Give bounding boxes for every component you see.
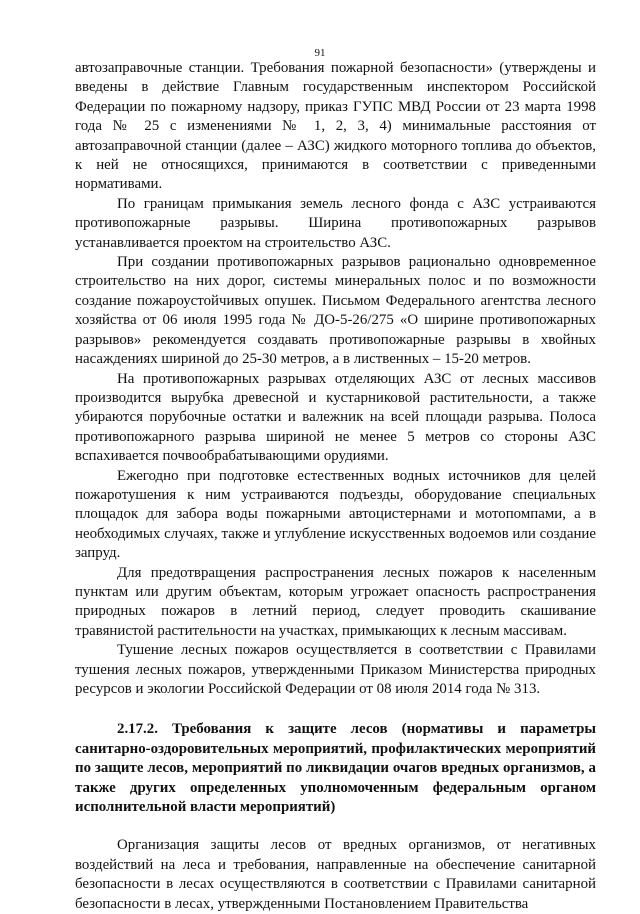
paragraph-azs-boundaries: По границам примыкания земель лесного фонда с АЗС устраиваются противопожарные разрывы. Ширина противопожарных разрывов устанавливается проектом на строительство АЗС.	[75, 195, 596, 251]
paragraph-continuation: автозаправочные станции. Требования пожарной безопасности» (утверждены и введены в действие Главным государственным инспектором Российской Федерации по пожарному надзору, приказ ГУПС МВД России от 23 марта 1998 года № 25 с изменениями № 1, 2, 3, 4) минимальные расстояния от автозаправочной станции (далее – АЗС) жидкого моторного топлива до объектов, к ней не относящихся, принимаются в соответствии с приведенными нормативами.	[75, 60, 596, 193]
paragraph-firebreak-clearing: На противопожарных разрывах отделяющих АЗС от лесных массивов производится вырубка древесной и кустарниковой растительности, а также убираются порубочные остатки и валежник на всей площади разрыва. Полоса противопожарного разрыва шириной не менее 5 метров со стороны АЗС вспахивается почвообрабатывающими орудиями.	[75, 370, 596, 465]
page-body	[75, 59, 596, 914]
paragraph-fire-prevention: Для предотвращения распространения лесных пожаров к населенным пунктам или другим объектам, которым угрожает опасность распространения природных пожаров в летний период, следует проводить скашивание травянистой растительности на участках, примыкающих к лесным массивам.	[75, 564, 596, 639]
page-number: 91	[314, 47, 326, 59]
section-heading: 2.17.2. Требования к защите лесов (нормативы и параметры санитарно-оздоровительных мероприятий, профилактических мероприятий по защите лесов, мероприятий по ликвидации очагов вредных организмов, а также других определенных уполномоченным федеральным органом исполнительной власти мероприятий)	[75, 721, 596, 816]
paragraph-firebreak-creation: При создании противопожарных разрывов рационально одновременное строительство на них дорог, системы минеральных полос и по возможности создание пожароустойчивых опушек. Письмом Федерального агентства лесного хозяйства от 06 июля 1995 года № ДО-5-26/275 «О ширине противопожарных разрывов» рекомендуется создавать противопожарные разрывы в хвойных насаждениях шириной до 25-30 метров, а в лиственных – 15-20 метров.	[75, 254, 596, 368]
paragraph-fire-suppression-rules: Тушение лесных пожаров осуществляется в соответствии с Правилами тушения лесных пожаров, утвержденными Приказом Министерства природных ресурсов и экологии Российской Федерации от 08 июля 2014 года № 313.	[75, 642, 596, 697]
paragraph-forest-protection: Организация защиты лесов от вредных организмов, от негативных воздействий на леса и требования, направленные на обеспечение санитарной безопасности в лесах осуществляются в соответствии с Правилами санитарной безопасности в лесах, утвержденными Постановлением Правительства	[75, 837, 596, 912]
paragraph-water-sources: Ежегодно при подготовке естественных водных источников для целей пожаротушения к ним устраиваются подъезды, оборудование специальных площадок для забора воды пожарными автоцистернами и мотопомпами, а в необходимых случаях, также и углубление искусственных водоемов или создание запруд.	[75, 467, 596, 562]
